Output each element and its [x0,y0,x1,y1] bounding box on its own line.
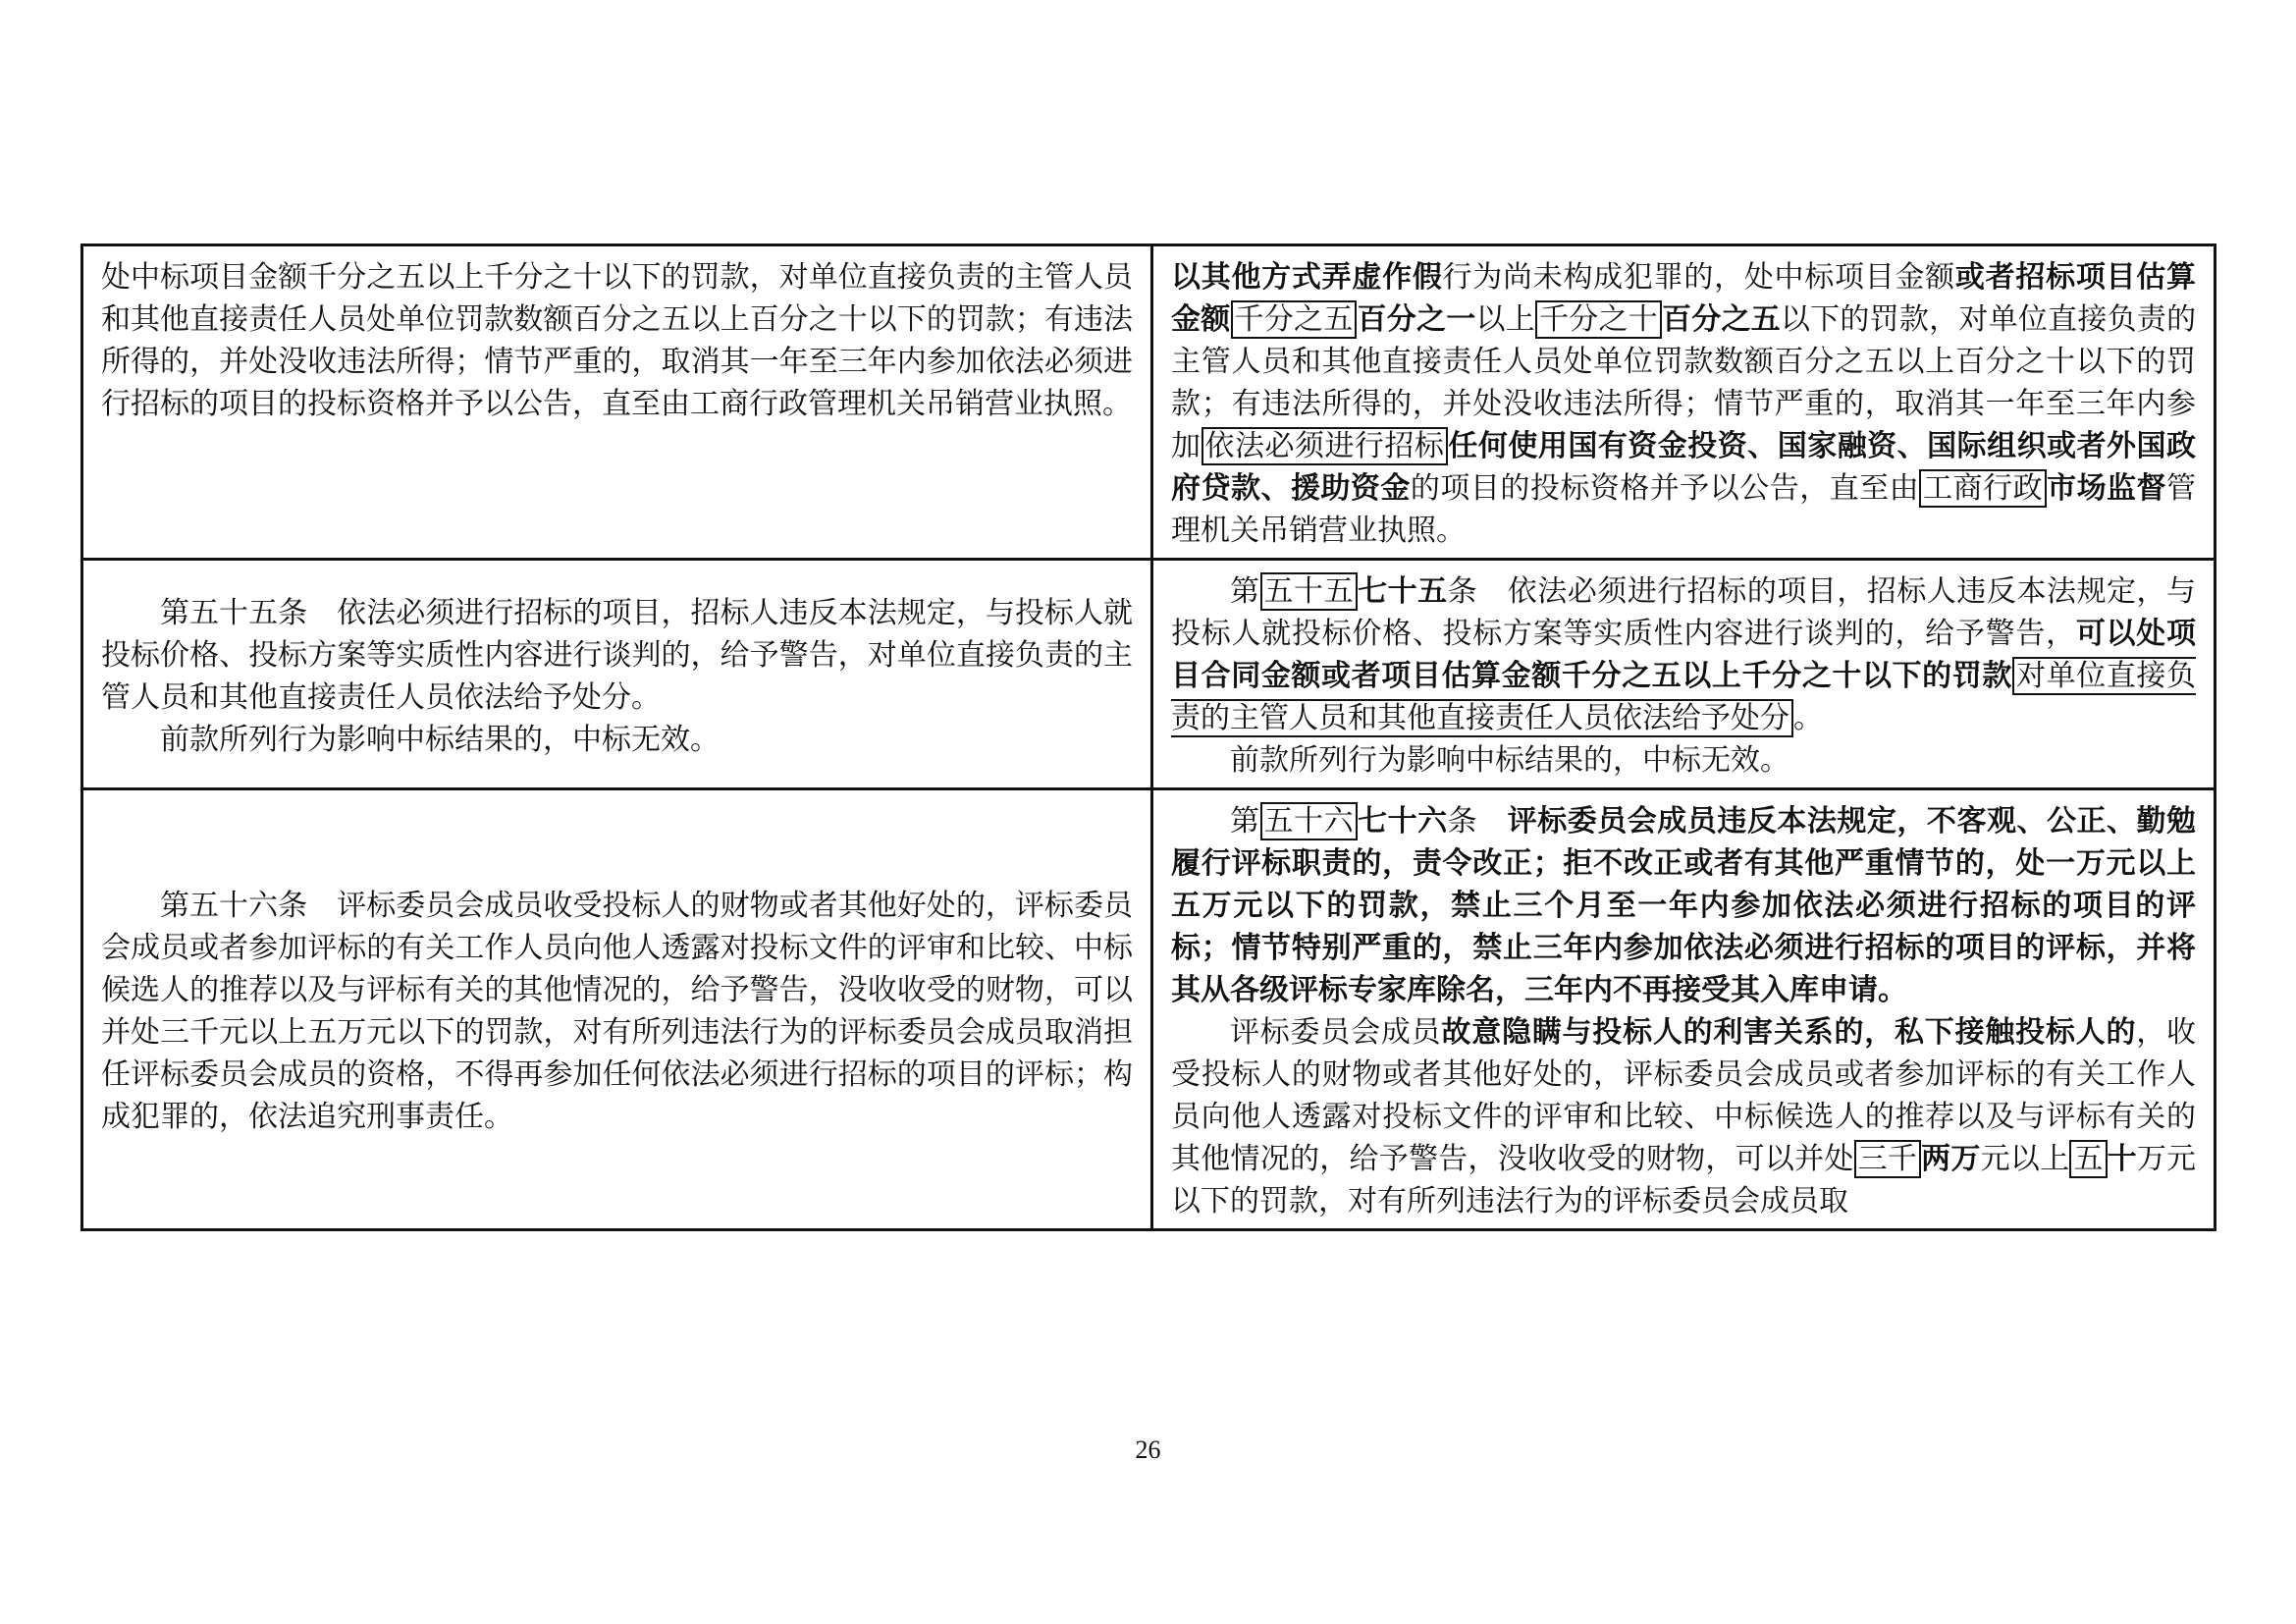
text-segment: 条 [1447,804,1508,839]
added-text: 市场监督 [2047,471,2167,506]
text-segment: 以下的罚款，对单位直接负责的主管人员和其他直接责任人员处单位罚款数额百分之五以上百分之十以下的罚款；有违法所得的，并处没收违法所得；情节严重的，取消其一年至三年内参加 [1171,302,2197,463]
paragraph [101,885,1133,1138]
paragraph [101,719,1133,761]
deleted-text: 五十六 [1260,802,1359,840]
added-text: 两万 [1921,1142,1981,1176]
paragraph [101,256,1133,425]
added-text: 故意隐瞒与投标人的利害关系的，私下接触投标人的 [1441,1015,2137,1050]
added-text: 百分之五 [1661,302,1781,337]
text-segment: 处中标项目金额千分之五以上千分之十以下的罚款，对单位直接负责的主管人员和其他直接责任人员处单位罚款数额百分之五以上百分之十以下的罚款；有违法所得的，并处没收违法所得；情节严重的，取消其一年至三年内参加依法必须进行招标的项目的投标资格并予以公告，直至由工商行政管理机关吊销营业执照。 [101,260,1133,421]
text-segment: 第 [1230,574,1260,609]
added-text: 或者招标项目估算金额 [1171,260,2197,337]
table-row [82,245,2216,560]
revised-text-cell [1152,789,2216,1230]
paragraph [1171,256,2196,552]
text-segment: 前款所列行为影响中标结果的，中标无效。 [160,722,720,757]
text-segment: 的项目的投标资格并予以公告，直至由 [1410,471,1920,506]
text-segment: 元以上 [1980,1142,2070,1176]
added-text: 以其他方式弄虚作假 [1171,260,1443,295]
deleted-text: 工商行政 [1919,469,2047,508]
added-text: 七十五 [1358,574,1448,609]
added-text: 七十六 [1358,804,1448,839]
text-segment: 评标委员会成员 [1230,1015,1442,1050]
original-text-cell [82,789,1152,1230]
deleted-text: 五十五 [1260,572,1359,611]
text-segment: 第 [1230,804,1260,839]
deleted-text: 五 [2069,1140,2107,1178]
paragraph [1171,800,2196,1011]
revised-text-cell [1152,245,2216,560]
added-text: 任何使用国有资金投资、国家融资、国际组织或者外国政府贷款、援助资金 [1171,429,2197,506]
page-number: 26 [1135,1435,1161,1464]
text-segment: 。 [1793,701,1823,735]
table-row [82,560,2216,789]
text-segment: 万元以下的罚款，对有所列违法行为的评标委员会成员取 [1171,1142,2197,1218]
text-segment: ，收受投标人的财物或者其他好处的，评标委员会成员或者参加评标的有关工作人员向他人透露对投标文件的评审和比较、中标候选人的推荐以及与评标有关的其他情况的，给予警告，没收收受的财物，可以并处 [1171,1015,2197,1176]
table-row [82,789,2216,1230]
deleted-text: 依法必须进行招标 [1201,427,1449,465]
paragraph [1171,570,2196,739]
deleted-text: 对单位直接负责的主管人员和其他直接责任人员依法给予处分 [1171,659,2196,735]
text-segment: 第五十六条 评标委员会成员收受投标人的财物或者其他好处的，评标委员会成员或者参加评标的有关工作人员向他人透露对投标文件的评审和比较、中标候选人的推荐以及与评标有关的其他情况的，给予警告，没收收受的财物，可以并处三千元以上五万元以下的罚款，对有所列违法行为的评标委员会成员取消担任评标委员会成员的资格，不得再参加任何依法必须进行招标的项目的评标；构成犯罪的，依法追究刑事责任。 [101,889,1133,1134]
text-segment: 以上 [1475,302,1535,337]
added-text: 可以处项目合同金额或者项目估算金额千分之五以上千分之十以下的罚款 [1171,617,2197,693]
comparison-table [80,244,2216,1231]
paragraph [1171,739,2196,782]
paragraph [1171,1011,2196,1222]
added-text: 十 [2107,1142,2137,1176]
text-segment: 条 依法必须进行招标的项目，招标人违反本法规定，与投标人就投标价格、投标方案等实质性内容进行谈判的，给予警告， [1171,574,2197,651]
revised-text-cell [1152,560,2216,789]
text-segment: 行为尚未构成犯罪的，处中标项目金额 [1442,260,1955,295]
added-text: 评标委员会成员违反本法规定，不客观、公正、勤勉履行评标职责的，责令改正；拒不改正或者有其他严重情节的，处一万元以上五万元以下的罚款，禁止三个月至一年内参加依法必须进行招标的项目的评标；情节特别严重的，禁止三年内参加依法必须进行招标的项目的评标，并将其从各级评标专家库除名，三年内不再接受其入库申请。 [1171,804,2197,1007]
paragraph [101,592,1133,719]
original-text-cell [82,560,1152,789]
text-segment: 管理机关吊销营业执照。 [1171,471,2197,548]
deleted-text: 三千 [1854,1140,1922,1178]
added-text: 百分之一 [1357,302,1476,337]
text-segment: 第五十五条 依法必须进行招标的项目，招标人违反本法规定，与投标人就投标价格、投标方案等实质性内容进行谈判的，给予警告，对单位直接负责的主管人员和其他直接责任人员依法给予处分。 [101,595,1133,715]
deleted-text: 千分之五 [1231,300,1358,339]
text-segment: 前款所列行为影响中标结果的，中标无效。 [1230,743,1789,778]
original-text-cell [82,245,1152,560]
deleted-text: 千分之十 [1535,300,1662,339]
